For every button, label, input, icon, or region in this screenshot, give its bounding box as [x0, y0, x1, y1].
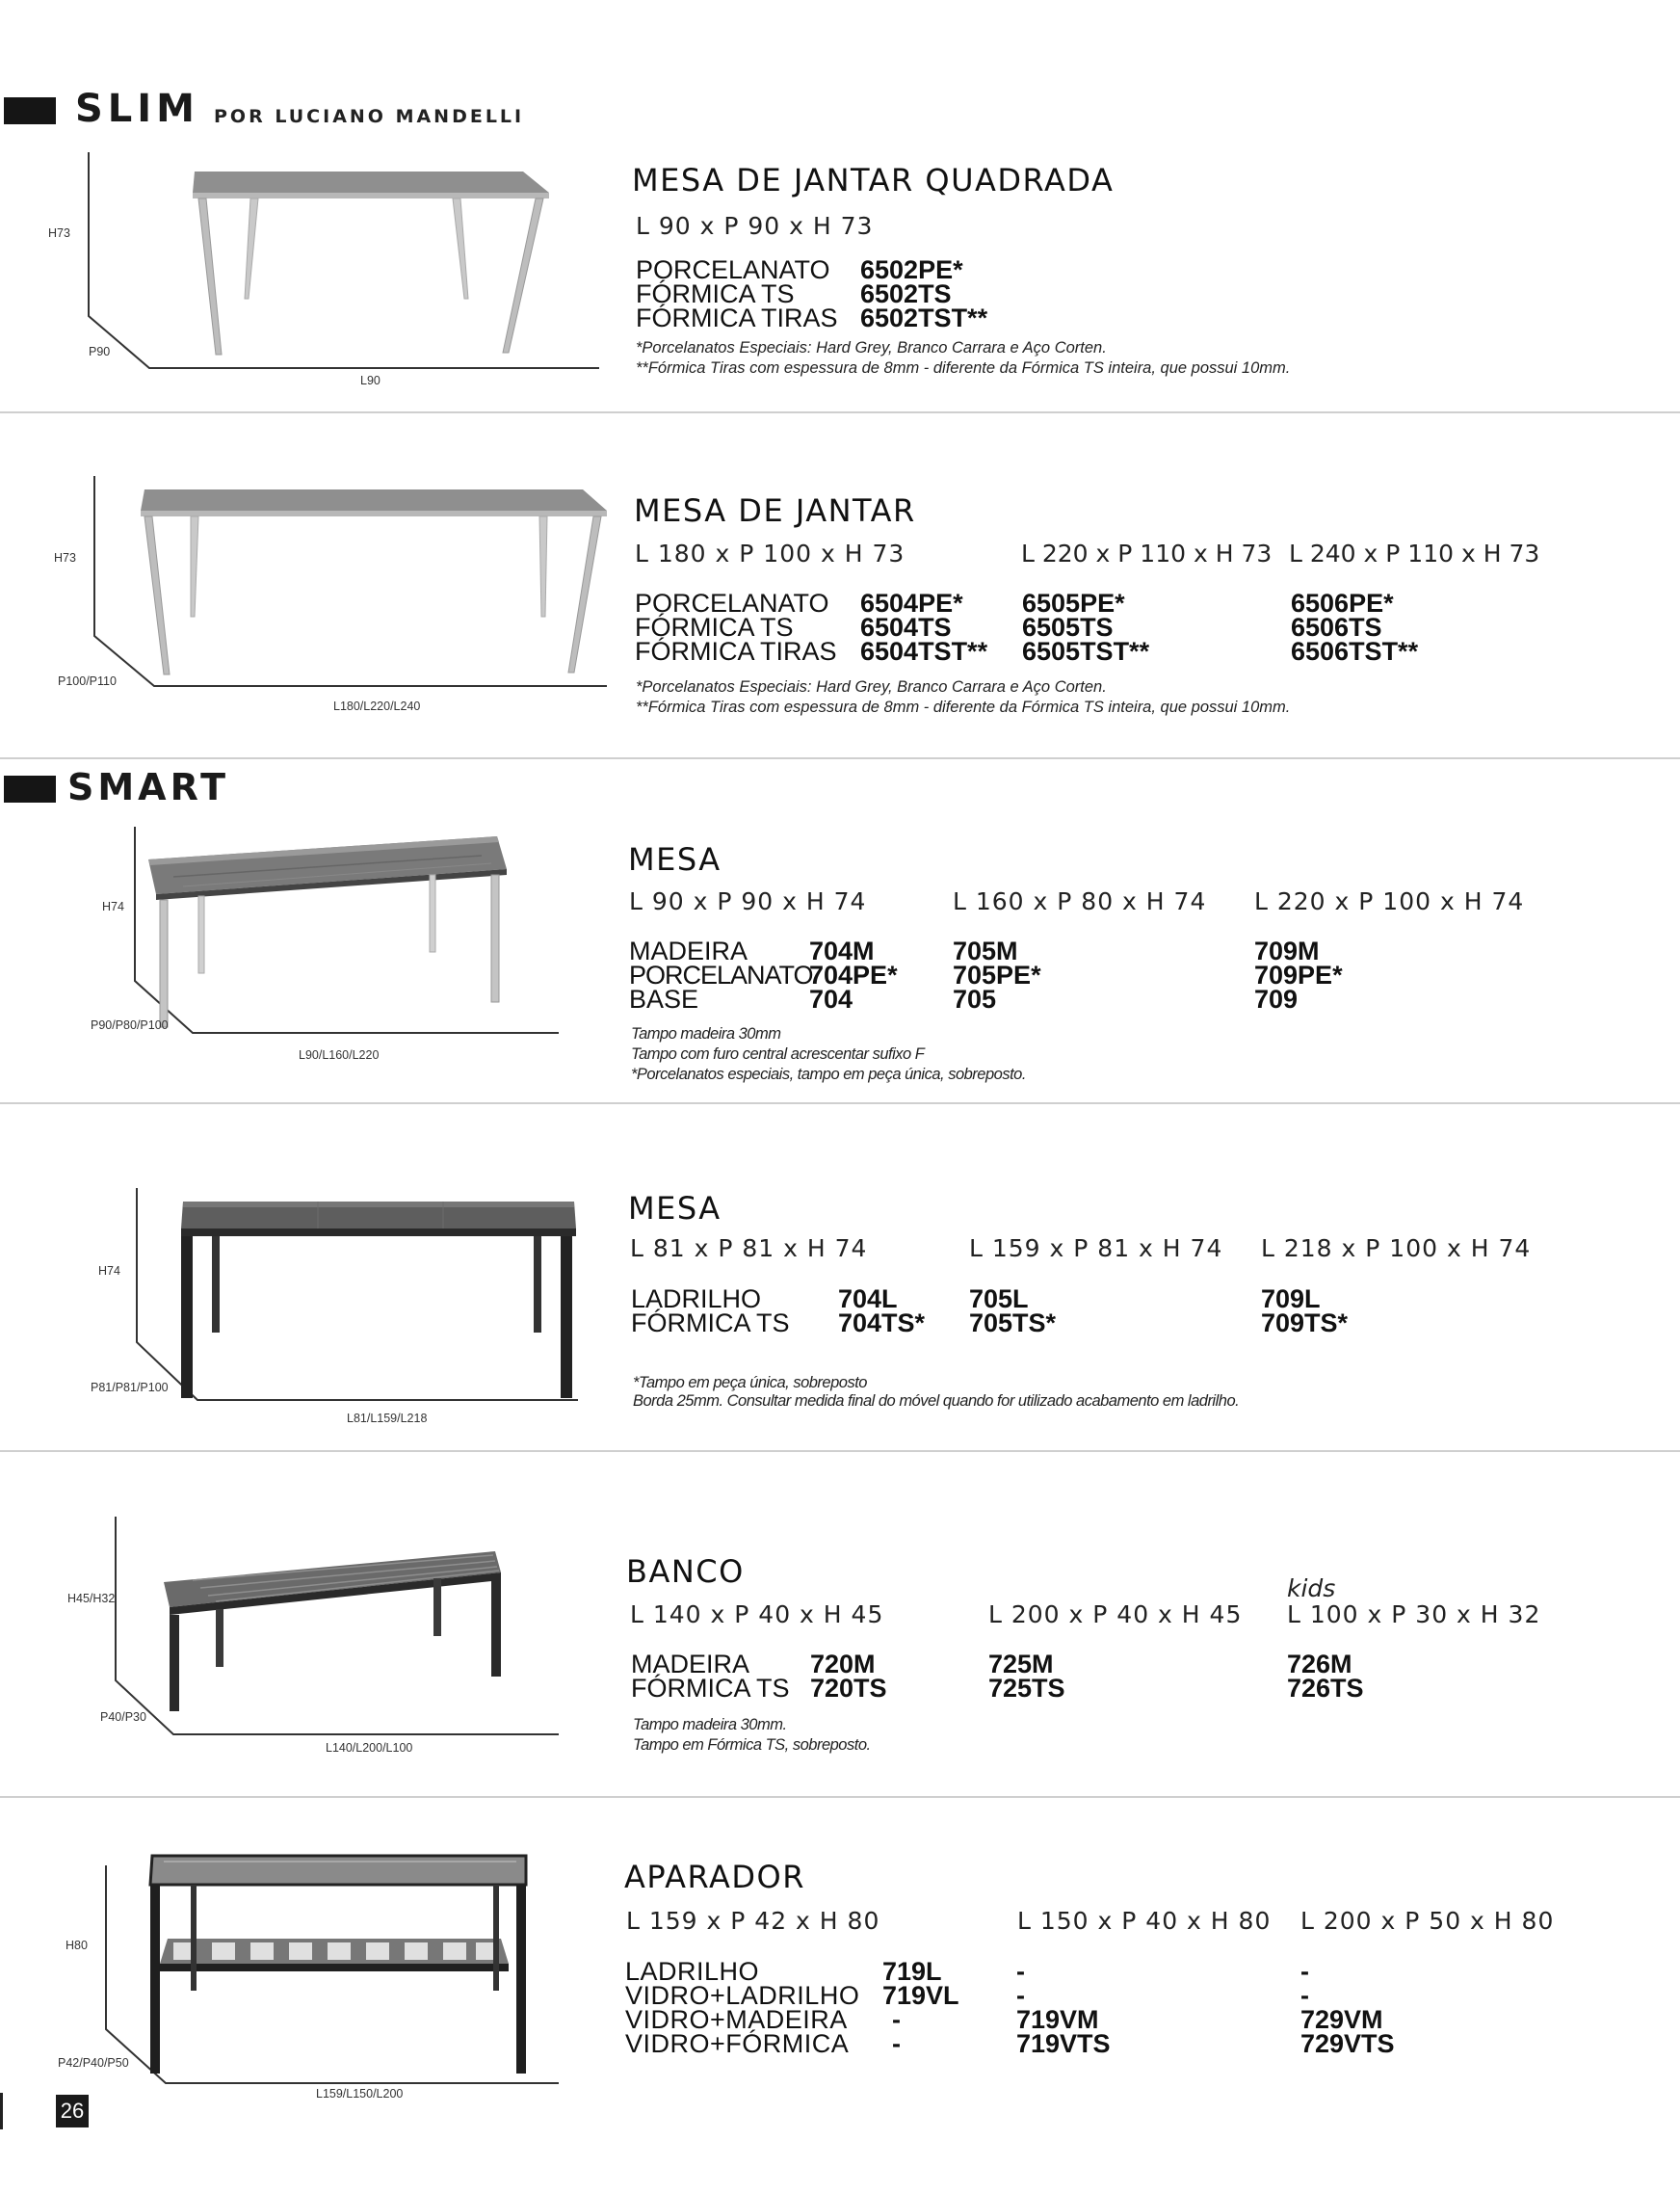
section-divider [0, 1102, 1680, 1104]
finish-codes-col3: 709L 709TS* [1261, 1284, 1349, 1337]
product-dimensions-col1: L 140 x P 40 x H 45 [630, 1600, 884, 1628]
axis-label-depth: P100/P110 [58, 674, 117, 688]
product-notes: *Porcelanatos Especiais: Hard Grey, Branco Carrara e Aço Corten. **Fórmica Tiras com espessura de 8mm - diferente da Fórmica TS inteira, que possui 10mm. [636, 678, 1291, 716]
product-figure-square-table [29, 145, 645, 395]
finish-codes-col1: 704L 704TS* [838, 1284, 926, 1337]
finish-codes-col3: 709M 709PE* 709 [1254, 937, 1343, 1014]
product-notes: Tampo madeira 30mm. Tampo em Fórmica TS, sobreposto. [633, 1716, 871, 1754]
section-divider [0, 411, 1680, 413]
product-title: MESA [628, 841, 722, 878]
section-divider [0, 1450, 1680, 1452]
product-dimensions-col2: L 160 x P 80 x H 74 [953, 887, 1207, 915]
product-title: MESA DE JANTAR QUADRADA [632, 162, 1115, 198]
axis-label-height: H80 [66, 1939, 88, 1952]
product-figure-sideboard [77, 1850, 578, 2091]
axis-label-height: H45/H32 [67, 1592, 116, 1605]
axis-label-length: L90/L160/L220 [299, 1048, 380, 1062]
product-title: APARADOR [624, 1859, 805, 1895]
finish-labels: MADEIRA PORCELANATO BASE [629, 937, 813, 1014]
product-notes: *Tampo em peça única, sobreposto Borda 25mm. Consultar medida final do móvel quando for utilizado acabamento em ladrilho. [633, 1374, 1240, 1410]
finish-codes-col1: 6504PE* 6504TS 6504TST** [860, 589, 988, 666]
axis-label-depth: P42/P40/P50 [58, 2056, 129, 2070]
finish-labels: MADEIRA FÓRMICA TS [631, 1650, 790, 1703]
axis-label-length: L159/L150/L200 [316, 2087, 404, 2101]
axis-label-length: L90 [360, 374, 381, 387]
finish-codes-col2: 705M 705PE* 705 [953, 937, 1041, 1014]
axis-label-length: L140/L200/L100 [326, 1741, 413, 1755]
finish-codes-col2: 6505PE* 6505TS 6505TST** [1022, 589, 1150, 666]
product-dimensions-col2: L 220 x P 110 x H 73 [1021, 540, 1273, 568]
finish-codes-col3: - - 729VM 729VTS [1300, 1957, 1395, 2058]
brand-bar-smart [4, 776, 56, 803]
finish-codes-col1: 704M 704PE* 704 [809, 937, 898, 1014]
axis-label-height: H73 [48, 226, 70, 240]
product-notes: Tampo madeira 30mm Tampo com furo central acrescentar sufixo F *Porcelanatos especiais, tampo em peça única, sobreposto. [631, 1025, 1026, 1083]
axis-label-height: H74 [98, 1264, 120, 1278]
axis-label-length: L180/L220/L240 [333, 700, 421, 713]
brand-title-slim: SLIM [75, 87, 199, 131]
product-dimensions-col1: L 81 x P 81 x H 74 [630, 1234, 868, 1262]
finish-labels: PORCELANATO FÓRMICA TS FÓRMICA TIRAS [635, 589, 837, 666]
product-dimensions: L 90 x P 90 x H 73 [636, 212, 874, 240]
product-dimensions-col2: L 200 x P 40 x H 45 [988, 1600, 1243, 1628]
product-title: MESA DE JANTAR [634, 492, 916, 529]
finish-codes-col1: 720M 720TS [810, 1650, 887, 1703]
axis-label-height: H74 [102, 900, 124, 913]
brand-bar-slim [4, 97, 56, 124]
product-figure-smart-table-tile [77, 1180, 617, 1412]
finish-codes-col1: 6502PE* 6502TS 6502TST** [860, 255, 988, 332]
axis-label-depth: P90 [89, 345, 111, 358]
finish-labels: PORCELANATO FÓRMICA TS FÓRMICA TIRAS [636, 255, 838, 332]
axis-label-depth: P40/P30 [100, 1710, 146, 1724]
section-divider [0, 1796, 1680, 1798]
product-dimensions-col1: L 90 x P 90 x H 74 [629, 887, 867, 915]
axis-label-depth: P81/P81/P100 [91, 1381, 169, 1394]
product-title: MESA [628, 1190, 722, 1227]
finish-codes-col1: 719L 719VL - - [882, 1957, 959, 2058]
product-dimensions-col3: L 220 x P 100 x H 74 [1254, 887, 1525, 915]
section-divider [0, 757, 1680, 759]
finish-codes-col2: - - 719VM 719VTS [1016, 1957, 1111, 2058]
product-dimensions-col2: L 159 x P 81 x H 74 [969, 1234, 1223, 1262]
product-title: BANCO [626, 1553, 745, 1590]
product-dimensions-col1: L 159 x P 42 x H 80 [626, 1907, 880, 1935]
finish-codes-col3: 6506PE* 6506TS 6506TST** [1291, 589, 1419, 666]
product-dimensions-col3: L 200 x P 50 x H 80 [1300, 1907, 1555, 1935]
axis-label-depth: P90/P80/P100 [91, 1018, 169, 1032]
product-figure-bench [77, 1515, 578, 1746]
product-figure-smart-table-wood [77, 819, 617, 1050]
axis-label-height: H73 [54, 551, 76, 565]
axis-label-length: L81/L159/L218 [347, 1412, 428, 1425]
product-notes: *Porcelanatos Especiais: Hard Grey, Branco Carrara e Aço Corten. **Fórmica Tiras com espessura de 8mm - diferente da Fórmica TS inteira, que possui 10mm. [636, 339, 1291, 377]
product-dimensions-col2: L 150 x P 40 x H 80 [1017, 1907, 1272, 1935]
page-margin-line [0, 2093, 3, 2129]
brand-designer: POR LUCIANO MANDELLI [214, 106, 525, 127]
product-figure-dining-table [29, 472, 645, 723]
finish-labels: LADRILHO FÓRMICA TS [631, 1284, 790, 1337]
product-dimensions-col1: L 180 x P 100 x H 73 [635, 540, 906, 568]
product-dimensions-col3: L 240 x P 110 x H 73 [1289, 540, 1540, 568]
finish-codes-col2: 725M 725TS [988, 1650, 1065, 1703]
page-number: 26 [56, 2095, 89, 2127]
product-dimensions-col3: L 218 x P 100 x H 74 [1261, 1234, 1532, 1262]
finish-labels: LADRILHO VIDRO+LADRILHO VIDRO+MADEIRA VIDRO+FÓRMICA [625, 1957, 860, 2058]
kids-label: kids [1287, 1574, 1336, 1602]
brand-title-smart: SMART [67, 766, 230, 808]
finish-codes-col3: 726M 726TS [1287, 1650, 1364, 1703]
finish-codes-col2: 705L 705TS* [969, 1284, 1057, 1337]
product-dimensions-col3: L 100 x P 30 x H 32 [1287, 1600, 1541, 1628]
